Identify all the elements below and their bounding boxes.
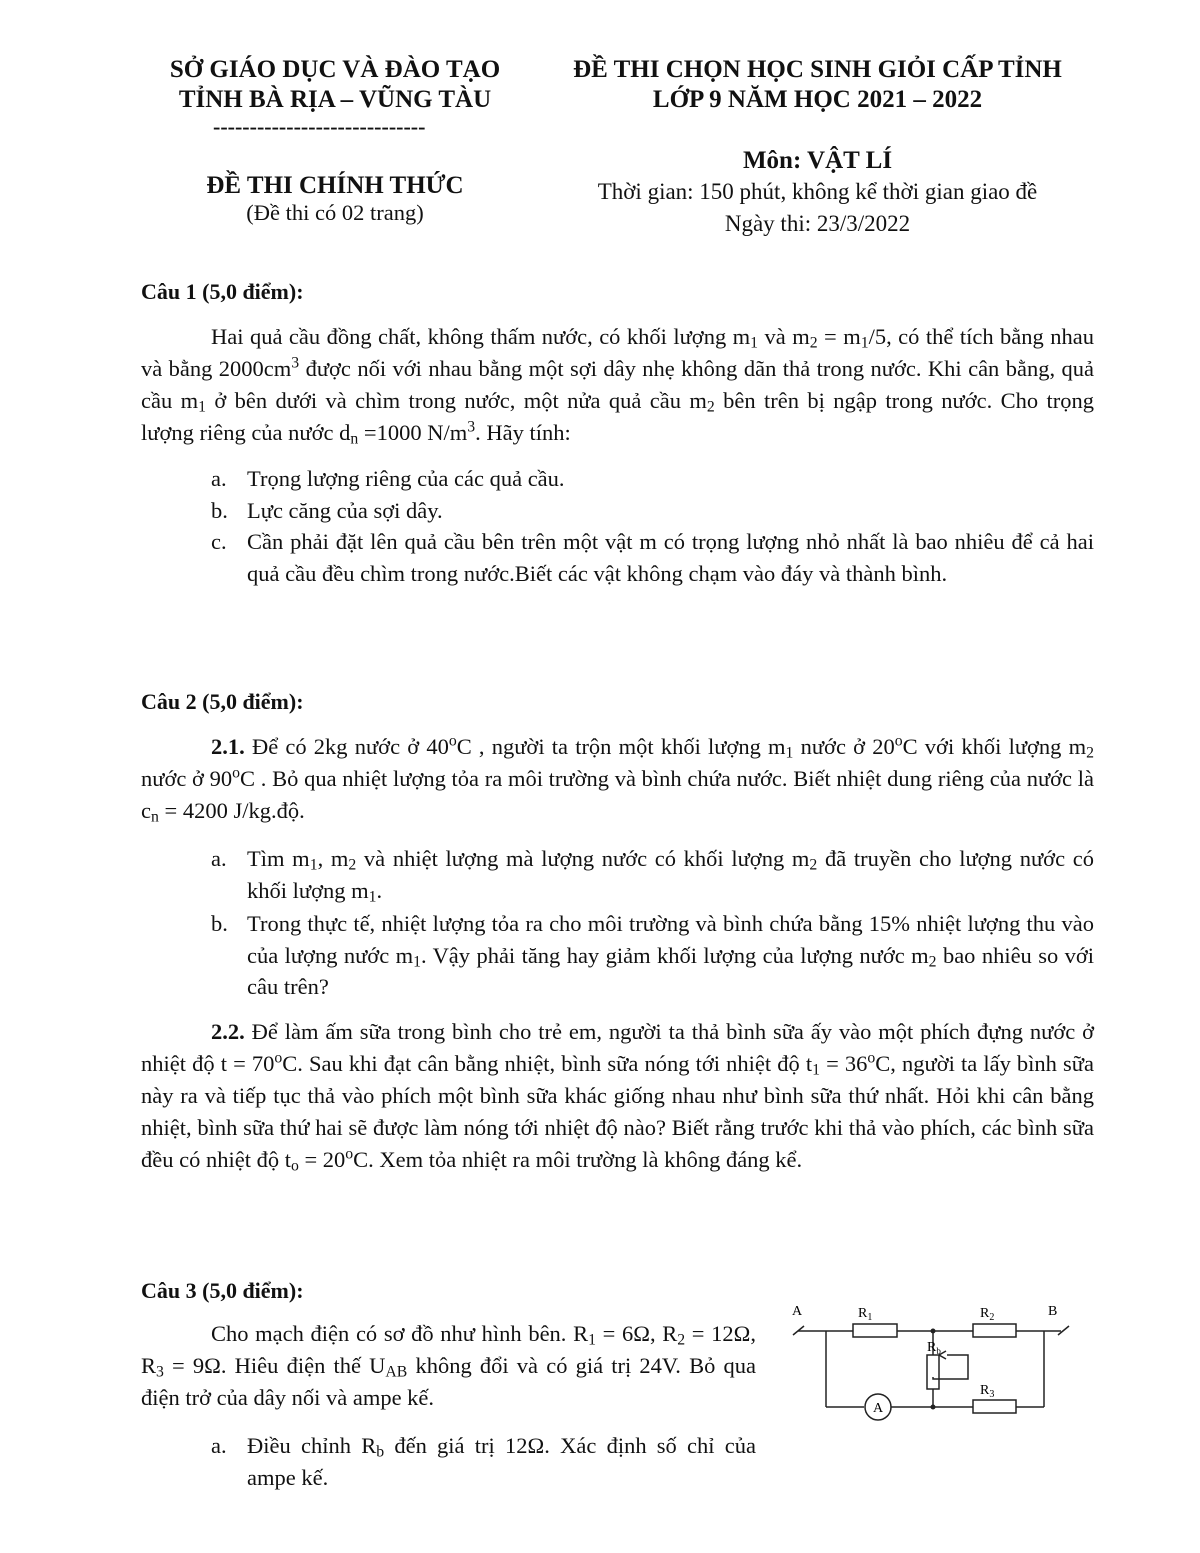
duration: Thời gian: 150 phút, không kể thời gian giao đề xyxy=(597,179,1038,204)
question-1-list xyxy=(211,463,1094,589)
resistor-r3 xyxy=(973,1400,1016,1413)
rheostat-rb xyxy=(927,1355,939,1389)
list-item: a. Tìm $m_1$, $m_2$ và nhiệt lượng mà lượng nước có khối lượng $m_2$ đã truyền cho lượng nước có khối lượng $m_1$. xyxy=(211,846,1094,905)
province-name: TỈNH BÀ RỊA – VŨNG TÀU xyxy=(178,86,492,113)
pages-note: (Đề thi có 02 trang) xyxy=(246,200,424,225)
exam-title: ĐỀ THI CHỌN HỌC SINH GIỎI CẤP TỈNH xyxy=(573,56,1062,83)
list-item: a. Trọng lượng riêng của các quả cầu. xyxy=(211,466,565,491)
question-2-title: Câu 2 (5,0 điểm): xyxy=(141,689,304,714)
question-3-intro: Cho mạch điện có sơ đồ như hình bên. $R_1 = 6\Omega$, $R_2 = 12\Omega$, $R_3 = 9\Omega$. Hiêu điện thế $U_{AB}$ không đổi và có giá trị 24V. Bỏ qua điện trở của dây nối và ampe kế. xyxy=(141,1321,756,1410)
list-item: b. Lực căng của sợi dây. xyxy=(211,497,443,523)
exam-date: Ngày thi: 23/3/2022 xyxy=(724,211,911,236)
exam-grade-year: LỚP 9 NĂM HỌC 2021 – 2022 xyxy=(652,86,983,113)
question-2-1: 2.1. Để có 2kg nước ở 40$^o$C , người ta trộn một khối lượng $m_1$ nước ở 20$^o$C với khối lượng $m_2$ nước ở 90$^o$C . Bỏ qua nhiệt lượng tỏa ra môi trường và bình chứa nước. Biết nhiệt dung riêng của nước là $c_n = 4200$ J/kg.độ. xyxy=(141,732,1094,826)
ammeter-label: A xyxy=(873,1401,884,1416)
question-2-1-list xyxy=(211,843,1094,1003)
list-item: a. Điều chỉnh $R_b$ đến giá trị 12Ω. Xác định số chỉ của ampe kế. xyxy=(211,1433,756,1490)
header-divider: ----------------------------- xyxy=(213,114,426,139)
r2-label: $R_2$ xyxy=(980,1306,995,1323)
department-name: SỞ GIÁO DỤC VÀ ĐÀO TẠO xyxy=(169,56,501,83)
question-3-list xyxy=(211,1430,756,1493)
question-1-title: Câu 1 (5,0 điểm): xyxy=(141,279,304,304)
resistor-r1 xyxy=(853,1324,897,1337)
subject: Môn: VẬT LÍ xyxy=(742,147,893,174)
question-3-title: Câu 3 (5,0 điểm): xyxy=(141,1278,304,1303)
resistor-r2 xyxy=(973,1324,1016,1337)
rb-label: $R_b$ xyxy=(927,1340,941,1356)
node-a-label: A xyxy=(792,1304,803,1319)
list-item: c. Cần phải đặt lên quả cầu bên trên một vật m có trọng lượng nhỏ nhất là bao nhiêu để cả hai quả cầu đều chìm trong nước.Biết các vật không chạm vào đáy và thành bình. xyxy=(211,529,1094,586)
official-exam-label: ĐỀ THI CHÍNH THỨC xyxy=(206,172,464,199)
r3-label: $R_3$ xyxy=(980,1383,995,1400)
node-b-label: B xyxy=(1048,1304,1058,1319)
list-item: b. Trong thực tế, nhiệt lượng tỏa ra cho môi trường và bình chứa bằng 15% nhiệt lượng thu vào của lượng nước $m_1$. Vậy phải tăng hay giảm khối lượng của lượng nước $m_2$ bao nhiêu so với câu trên? xyxy=(211,911,1094,999)
question-1-intro: Hai quả cầu đồng chất, không thấm nước, có khối lượng $m_1$ và $m_2 = m_1/5$, có thể tích bằng nhau và bằng $2000cm^3$ được nối với nhau bằng một sợi dây nhẹ không dãn thả trong nước. Khi cân bằng, quả cầu $m_1$ ở bên dưới và chìm trong nước, một nửa quả cầu $m_2$ bên trên bị ngập trong nước. Cho trọng lượng riêng của nước $d_n =1000$ $N/m^3$. Hãy tính: xyxy=(141,324,1094,448)
question-2-2: 2.2. Để làm ấm sữa trong bình cho trẻ em, người ta thả bình sữa ấy vào một phích đựng nước ở nhiệt độ $t = 70^oC$. Sau khi đạt cân bằng nhiệt, bình sữa nóng tới nhiệt độ $t_1 = 36^oC$, người ta lấy bình sữa này ra và tiếp tục thả vào phích một bình sữa khác giống nhau như bình sữa thứ nhất. Hỏi khi cân bằng nhiệt, bình sữa thứ hai sẽ được làm nóng tới nhiệt độ nào? Biết rằng trước khi thả vào phích, các bình sữa đều có nhiệt độ $t_o = 20^oC$. Xem tỏa nhiệt ra môi trường là không đáng kể. xyxy=(141,1019,1094,1175)
circuit-diagram xyxy=(780,1295,1080,1445)
r1-label: $R_1$ xyxy=(858,1306,873,1323)
